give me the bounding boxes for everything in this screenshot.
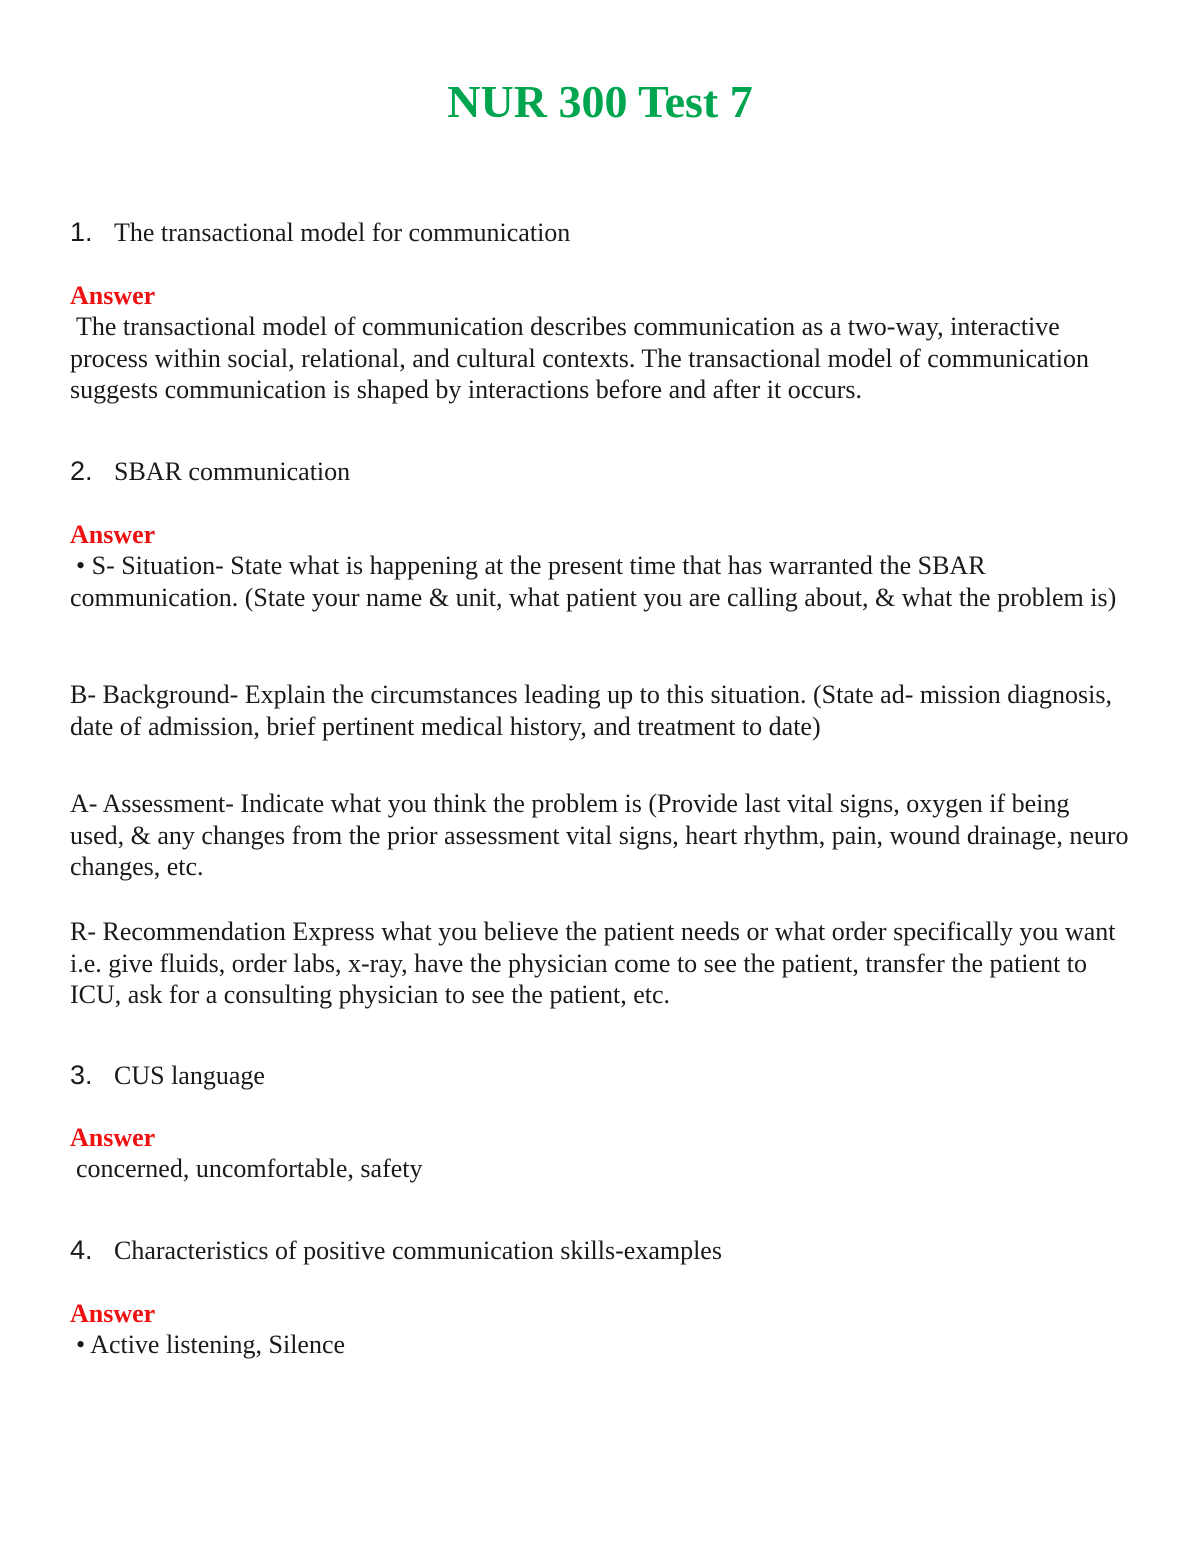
question-text: The transactional model for communication [114,218,571,247]
answer-paragraph: • Active listening, Silence [76,1330,346,1359]
answer-label: Answer [70,1299,156,1328]
answer-paragraph: The transactional model of communication describes communication as a two-way, interactive process within social, relational, and cultural contexts. The transactional model of communication suggests communication is shaped by interactions before and after it occurs. [70,312,1090,404]
question-text: Characteristics of positive communication skills-examples [114,1236,722,1265]
question-text: SBAR communication [114,457,351,486]
question-number: 3. [70,1060,93,1090]
question-4 [70,1234,1130,1267]
question-text: CUS language [114,1061,265,1090]
question-2 [70,455,1130,488]
answer-paragraph: concerned, uncomfortable, safety [76,1154,423,1183]
answer-paragraph-situation: • S- Situation- State what is happening at the present time that has warranted the SBAR communication. (State your name & unit, what patient you are calling about, & what the problem is) [70,551,1117,612]
answer-paragraph-assessment: A- Assessment- Indicate what you think the problem is (Provide last vital signs, oxygen if being used, & any changes from the prior assessment vital signs, heart rhythm, pain, wound drainage, neuro changes, etc. [70,789,1129,881]
answer-paragraph-recommendation: R- Recommendation Express what you believe the patient needs or what order specifically you want i.e. give fluids, order labs, x-ray, have the physician come to see the patient, transfer the patient to ICU, ask for a consulting physician to see the patient, etc. [70,917,1116,1009]
question-number: 2. [70,456,93,486]
answer-label: Answer [70,281,156,310]
answer-paragraph-background: B- Background- Explain the circumstances leading up to this situation. (State ad- mission diagnosis, date of admission, brief pertinent medical history, and treatment to date) [70,680,1112,741]
answer-label: Answer [70,520,156,549]
answer-label: Answer [70,1123,156,1152]
document-title: NUR 300 Test 7 [447,76,753,127]
question-number: 4. [70,1235,93,1265]
question-1 [70,216,1130,249]
question-3 [70,1059,1130,1092]
question-number: 1. [70,217,93,247]
